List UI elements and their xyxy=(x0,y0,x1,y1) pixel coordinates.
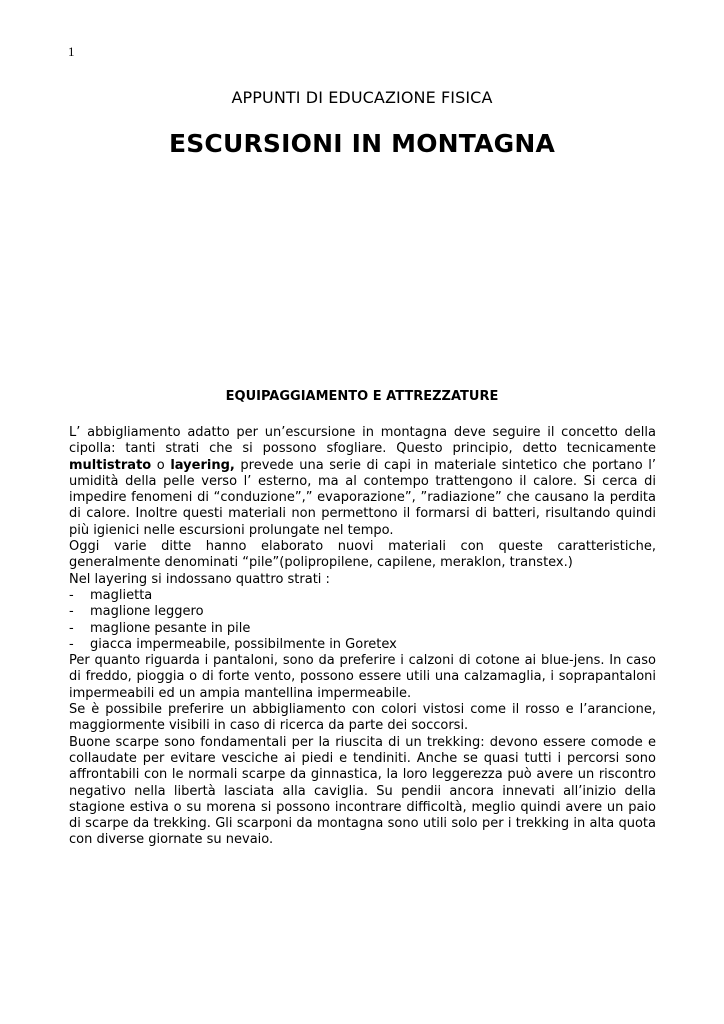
list-item xyxy=(69,588,656,604)
document-body xyxy=(69,425,656,849)
paragraph-layering-intro xyxy=(69,425,656,539)
list-item xyxy=(69,637,656,653)
list-bullet: - xyxy=(69,620,74,636)
page-number: 1 xyxy=(68,44,75,59)
paragraph-colors: Se è possibile preferire un abbigliamento con colori vistosi come il rosso e l’arancione, maggiormente visibili in caso di ricerca da parte dei soccorsi. xyxy=(69,702,656,734)
paragraph-text: L’ abbigliamento adatto per un’escursione in montagna deve seguire il concetto della cipolla: tanti strati che si possono sfogliare. Questo principio, detto tecnicamente xyxy=(69,425,656,457)
list-item-text: maglietta xyxy=(90,587,153,603)
list-item-text: maglione leggero xyxy=(90,604,204,620)
document-title: ESCURSIONI IN MONTAGNA xyxy=(168,129,556,158)
list-item xyxy=(69,621,656,637)
paragraph-text: o xyxy=(151,457,171,473)
list-item-text: giacca impermeabile, possibilmente in Goretex xyxy=(90,636,397,652)
term-multistrato: multistrato xyxy=(69,457,152,473)
layers-list xyxy=(69,588,656,653)
list-bullet: - xyxy=(69,604,74,620)
document-subtitle: APPUNTI DI EDUCAZIONE FISICA xyxy=(231,88,493,107)
paragraph-layers-intro: Nel layering si indossano quattro strati : xyxy=(69,571,330,587)
paragraph-trousers: Per quanto riguarda i pantaloni, sono da preferire i calzoni di cotone ai blue-jens. In caso di freddo, pioggia o di forte vento, possono essere utili una calzamaglia, i soprapantaloni impermeabili ed un ampia mantellina impermeabile. xyxy=(69,653,656,701)
paragraph-materials: Oggi varie ditte hanno elaborato nuovi materiali con queste caratteristiche, generalmente denominati “pile”(polipropilene, capilene, meraklon, transtex.) xyxy=(69,539,656,571)
list-item xyxy=(69,604,656,620)
list-bullet: - xyxy=(69,636,74,652)
list-bullet: - xyxy=(69,587,74,603)
section-heading: EQUIPAGGIAMENTO E ATTREZZATURE xyxy=(225,389,499,404)
paragraph-shoes: Buone scarpe sono fondamentali per la riuscita di un trekking: devono essere comode e collaudate per evitare vesciche ai piedi e tendiniti. Anche se quasi tutti i percorsi sono affrontabili con le normali scarpe da ginnastica, la loro leggerezza può avere un riscontro negativo nella libertà lasciata alla caviglia. Su pendii ancora innevati all’inizio della stagione estiva o su morena si possono incontrare difficoltà, meglio quindi avere un paio di scarpe da trekking. Gli scarponi da montagna sono utili solo per i trekking in alta quota con diverse giornate su nevaio. xyxy=(69,734,656,848)
list-item-text: maglione pesante in pile xyxy=(90,620,251,636)
paragraph-text: prevede una serie di capi in materiale sintetico che portano l’ umidità della pelle verso l’ esterno, ma al contempo trattengono il calore. Si cerca di impedire fenomeni di “conduzione”,” evaporazione”, ”radiazione” che causano la perdita di calore. Inoltre questi materiali non permettono il formarsi di batteri, risultando quindi più igienici nelle escursioni prolungate nel tempo. xyxy=(69,457,656,538)
term-layering: layering, xyxy=(170,457,235,473)
